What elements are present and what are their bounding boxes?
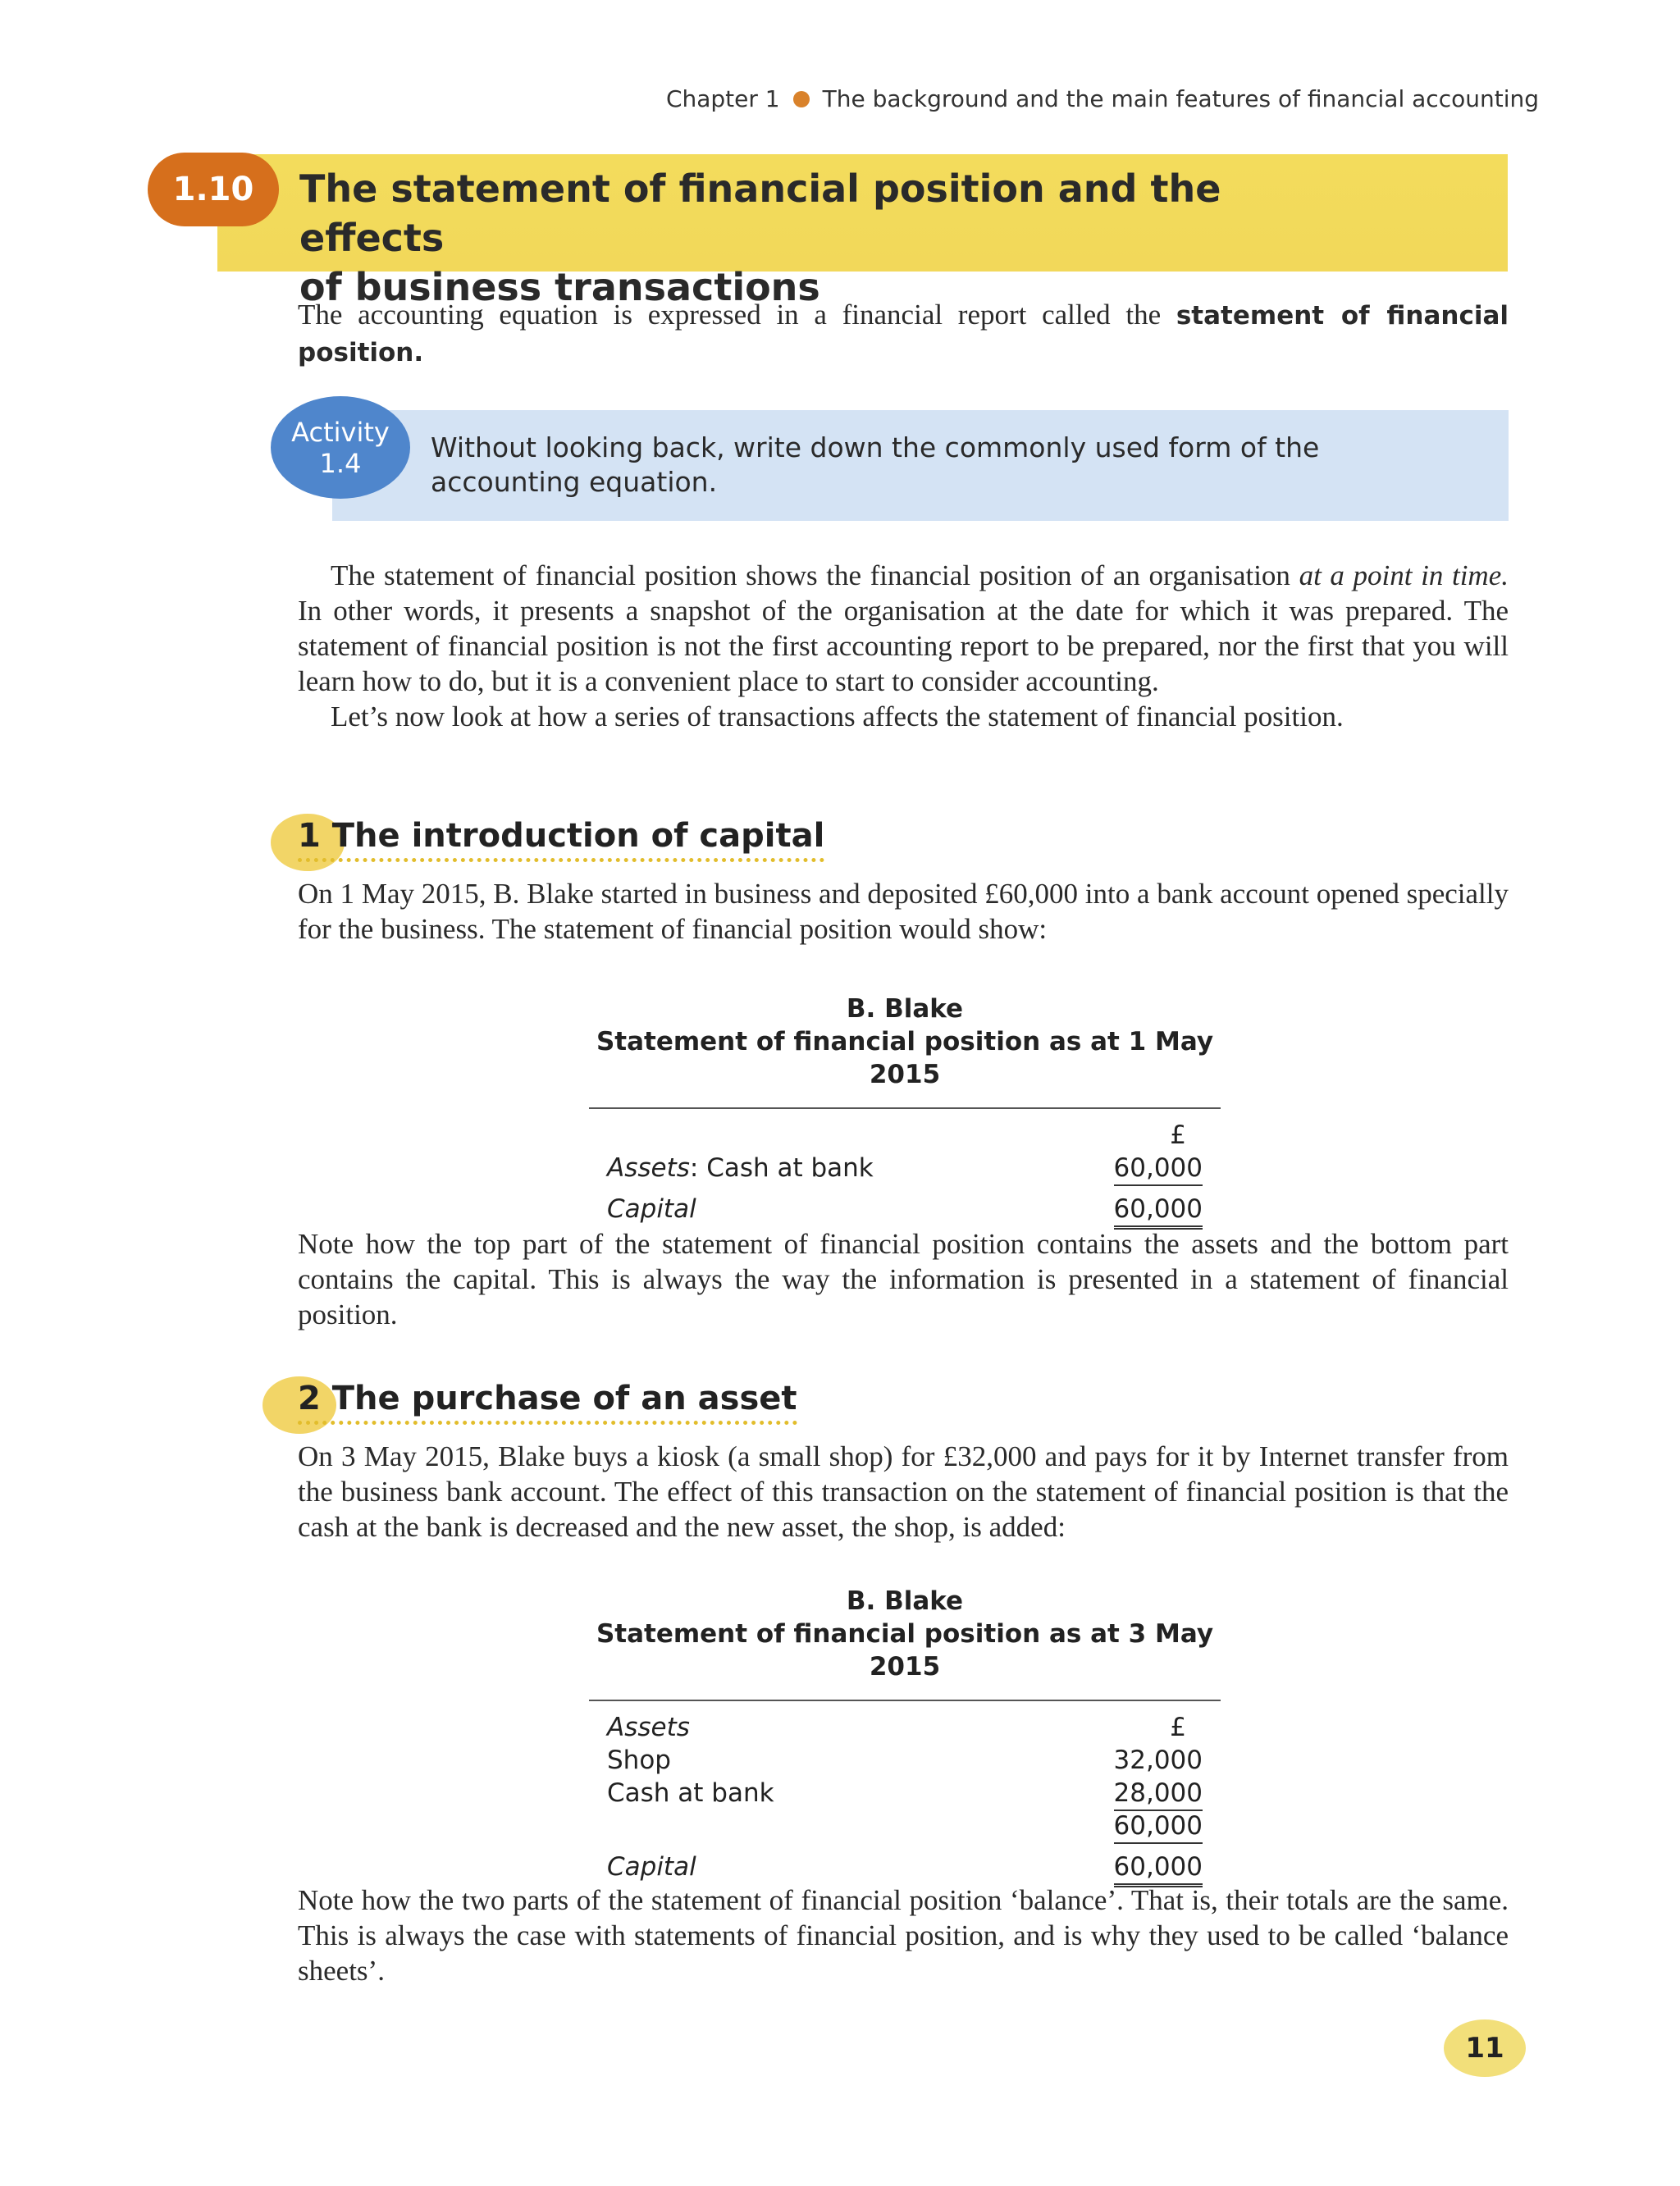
note-paragraph-2: Note how the two parts of the statement of financial position ‘balance’. That is, their totals are the same. This is always the case with statements of financial position, and is why they used to be called ‘balance sheets’. <box>298 1884 1509 1987</box>
intro-bold-term: statement of financial position. <box>298 301 1509 367</box>
table1-rule <box>589 1107 1221 1109</box>
subheading-2 <box>298 1380 797 1425</box>
table1-currency: £ <box>1170 1120 1186 1150</box>
activity-badge <box>271 396 410 499</box>
running-head <box>666 85 1539 112</box>
table2-capital-value: 60,000 <box>1114 1851 1203 1887</box>
subheading-1-text: 1 The introduction of capital <box>298 817 825 855</box>
table1-assets-row <box>589 1152 1221 1184</box>
running-head-chapter: Chapter 1 <box>665 85 780 112</box>
intro-paragraph <box>298 297 1509 371</box>
table2-shop-row <box>589 1744 1221 1777</box>
subheading-2-text: 2 The purchase of an asset <box>298 1380 797 1417</box>
table2-capital-label: Capital <box>607 1852 696 1882</box>
table2-shop-label: Shop <box>607 1746 671 1775</box>
subsection-1-paragraph: On 1 May 2015, B. Blake started in business and deposited £60,000 into a bank account opened specially for the business. The statement of financial position would show: <box>298 878 1509 945</box>
table2-capital-row <box>589 1851 1221 1883</box>
running-head-title: The background and the main features of financial accounting <box>822 85 1539 112</box>
para1-text-c: Let’s now look at how a series of transactions affects the statement of financial position. <box>331 701 1344 732</box>
section-title-line1: The statement of financial position and the effects <box>299 167 1221 260</box>
table2-cash-value: 28,000 <box>1114 1777 1203 1811</box>
table2-total-value: 60,000 <box>1114 1809 1203 1844</box>
page-number: 11 <box>1444 2019 1526 2077</box>
para1-text-a: The statement of financial position shows the financial position of an organisation <box>331 559 1299 591</box>
table1-currency-row <box>589 1119 1221 1152</box>
table1-capital-row <box>589 1193 1221 1225</box>
table1-assets-label: Assets <box>607 1153 690 1183</box>
subsection-2-paragraph: On 3 May 2015, Blake buys a kiosk (a small shop) for £32,000 and pays for it by Internet transfer from the business bank account. The effect of this transaction on the statement of financial position is that the cash at the bank is decreased and the new asset, the shop, is added: <box>298 1440 1509 1543</box>
para1-italic: at a point in time. <box>1299 559 1509 591</box>
activity-label: Activity <box>291 416 390 448</box>
section-number-badge: 1.10 <box>148 153 279 226</box>
table1-capital-label: Capital <box>607 1194 696 1224</box>
table2-currency: £ <box>1170 1713 1186 1742</box>
table2-name: B. Blake <box>846 1586 964 1616</box>
table1-assets-value: 60,000 <box>1114 1152 1203 1186</box>
body-paragraph-1 <box>298 558 1509 734</box>
activity-number: 1.4 <box>319 447 362 479</box>
table1-name: B. Blake <box>846 994 964 1024</box>
table2-cash-label: Cash at bank <box>607 1778 774 1808</box>
table2-assets-row <box>589 1711 1221 1744</box>
statement-table-2 <box>589 1585 1221 1883</box>
table2-assets-label: Assets <box>607 1713 690 1742</box>
table2-shop-value: 32,000 <box>1113 1746 1203 1775</box>
para1-text-b: In other words, it presents a snapshot of the organisation at the date for which it was prepared. The statement of financial position is not the first accounting report to be prepared, nor the first that you will learn how to do, but it is a convenient place to start to consider accounting. <box>298 595 1509 697</box>
note-paragraph-1: Note how the top part of the statement of financial position contains the assets and the bottom part contains the capital. This is always the way the information is presented in a statement of financial position. <box>298 1228 1509 1330</box>
table1-title: Statement of financial position as at 1 May 2015 <box>596 1027 1214 1089</box>
table1-capital-value: 60,000 <box>1114 1193 1203 1230</box>
statement-table-1 <box>589 993 1221 1225</box>
section-title-line2: of business transactions <box>299 265 820 309</box>
activity-text: Without looking back, write down the commonly used form of the accounting equation. <box>431 431 1320 498</box>
intro-text: The accounting equation is expressed in a financial report called the <box>298 299 1176 331</box>
subheading-1 <box>298 817 824 862</box>
table1-assets-item: : Cash at bank <box>689 1153 874 1183</box>
bullet-dot-icon <box>793 91 810 107</box>
table2-cash-row <box>589 1777 1221 1809</box>
table2-rule <box>589 1700 1221 1701</box>
table2-title: Statement of financial position as at 3 May 2015 <box>596 1619 1214 1682</box>
table2-total-row <box>589 1809 1221 1842</box>
section-title <box>299 164 1284 312</box>
